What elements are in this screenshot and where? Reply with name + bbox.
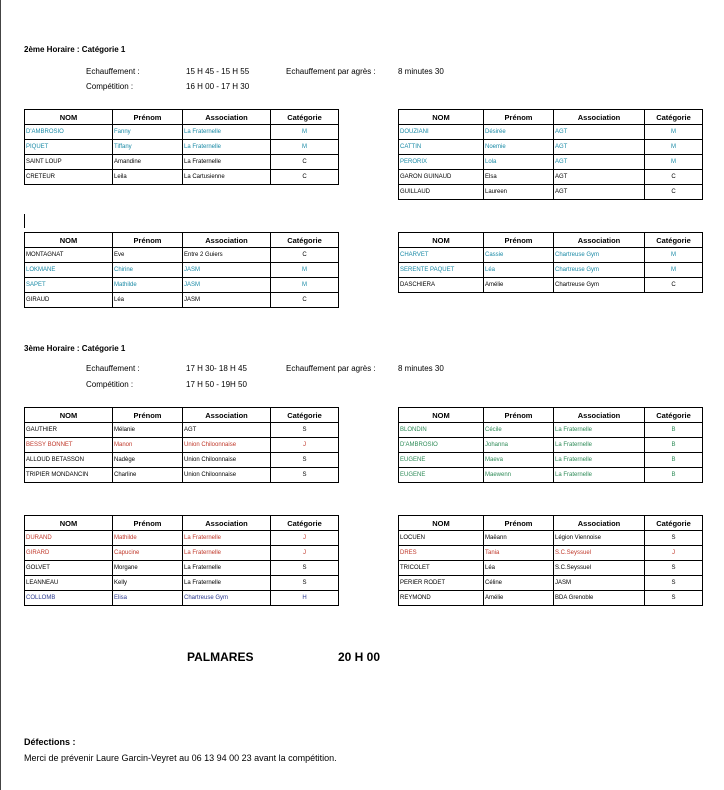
cell-prenom: Nadège (113, 453, 183, 468)
cell-nom: TRICOLET (399, 561, 484, 576)
cell-association: Chartreuse Gym (183, 591, 271, 606)
table-row (399, 140, 703, 155)
table-row (399, 438, 703, 453)
cell-nom: GOLVET (25, 561, 113, 576)
cell-categorie: J (271, 546, 339, 561)
cell-association: AGT (554, 170, 645, 185)
cell-association: La Fraternelle (183, 546, 271, 561)
cell-prenom: Chirine (113, 263, 183, 278)
cell-nom: CRETEUR (25, 170, 113, 185)
cell-categorie: C (645, 278, 703, 293)
col-header-prenom: Prénom (484, 233, 554, 248)
cell-nom: PIQUET (25, 140, 113, 155)
table-row (25, 155, 339, 170)
cell-categorie: C (271, 155, 339, 170)
cell-association: S.C.Seyssuel (554, 561, 645, 576)
col-header-association: Association (554, 408, 645, 423)
cell-categorie: J (271, 438, 339, 453)
cell-prenom: Johanna (484, 438, 554, 453)
col-header-prenom: Prénom (113, 110, 183, 125)
col-header-nom: NOM (399, 408, 484, 423)
cell-categorie: M (271, 278, 339, 293)
cell-association: Chartreuse Gym (554, 263, 645, 278)
col-header-prenom: Prénom (484, 110, 554, 125)
col-header-association: Association (183, 408, 271, 423)
table-row (399, 170, 703, 185)
cell-categorie: S (271, 561, 339, 576)
cell-prenom: Tiffany (113, 140, 183, 155)
cell-association: AGT (554, 155, 645, 170)
col-header-nom: NOM (25, 233, 113, 248)
palmares-label: PALMARES (187, 650, 254, 664)
col-header-categorie: Catégorie (271, 110, 339, 125)
cell-nom: ALLOUD BETASSON (25, 453, 113, 468)
cell-categorie: M (645, 140, 703, 155)
cell-nom: PERORIX (399, 155, 484, 170)
cell-categorie: M (271, 263, 339, 278)
table-row (399, 185, 703, 200)
col-header-categorie: Catégorie (645, 233, 703, 248)
cell-association: Chartreuse Gym (554, 248, 645, 263)
col-header-prenom: Prénom (113, 516, 183, 531)
session-2-warmup-time: 17 H 30- 18 H 45 (186, 364, 247, 373)
cell-prenom: Fanny (113, 125, 183, 140)
defections-text: Merci de prévenir Laure Garcin-Veyret au 06 13 94 00 23 avant la compétition. (24, 753, 337, 763)
session-2-warmup-label: Echauffement : (86, 364, 140, 373)
col-header-association: Association (183, 233, 271, 248)
cell-association: BDA Grenoble (554, 591, 645, 606)
cell-prenom: Manon (113, 438, 183, 453)
cell-prenom: Maëann (484, 531, 554, 546)
cell-categorie: C (271, 248, 339, 263)
cell-categorie: M (645, 263, 703, 278)
cell-association: La Fraternelle (554, 423, 645, 438)
cell-categorie: M (645, 248, 703, 263)
cell-association: La Fraternelle (183, 531, 271, 546)
table-row (25, 453, 339, 468)
session-1-warmup-apparatus-value: 8 minutes 30 (398, 67, 444, 76)
cell-categorie: B (645, 438, 703, 453)
palmares-time: 20 H 00 (338, 650, 381, 664)
cell-prenom: Léa (484, 561, 554, 576)
cell-categorie: S (645, 531, 703, 546)
cell-nom: CATTIN (399, 140, 484, 155)
cell-categorie: C (645, 170, 703, 185)
table-row (25, 438, 339, 453)
cell-association: JASM (183, 263, 271, 278)
col-header-nom: NOM (399, 110, 484, 125)
table-row (25, 293, 339, 308)
table-row (25, 423, 339, 438)
table-row (25, 263, 339, 278)
cell-nom: BESSY BONNET (25, 438, 113, 453)
table-header-row (25, 408, 339, 423)
cell-prenom: Elsa (484, 170, 554, 185)
cell-categorie: C (271, 293, 339, 308)
session-1-warmup-time: 15 H 45 - 15 H 55 (186, 67, 250, 76)
page-edge-line (0, 0, 1, 790)
cell-nom: DRES (399, 546, 484, 561)
col-header-categorie: Catégorie (271, 516, 339, 531)
col-header-nom: NOM (25, 408, 113, 423)
cell-nom: BLONDIN (399, 423, 484, 438)
session-2-title: 3ème Horaire : Catégorie 1 (24, 344, 126, 353)
cell-nom: REYMOND (399, 591, 484, 606)
col-header-categorie: Catégorie (645, 516, 703, 531)
cell-categorie: J (645, 546, 703, 561)
cell-nom: GARON GUINAUD (399, 170, 484, 185)
col-header-association: Association (554, 516, 645, 531)
cell-prenom: Céline (484, 576, 554, 591)
col-header-categorie: Catégorie (271, 408, 339, 423)
col-header-categorie: Catégorie (645, 110, 703, 125)
cell-prenom: Lola (484, 155, 554, 170)
cell-nom: EUGENE (399, 468, 484, 483)
cell-association: La Fraternelle (554, 438, 645, 453)
cell-nom: DURAND (25, 531, 113, 546)
cell-categorie: B (645, 468, 703, 483)
cell-categorie: S (645, 561, 703, 576)
cell-association: AGT (554, 140, 645, 155)
cell-association: Entre 2 Guiers (183, 248, 271, 263)
col-header-nom: NOM (399, 516, 484, 531)
col-header-categorie: Catégorie (271, 233, 339, 248)
table-header-row (399, 516, 703, 531)
col-header-prenom: Prénom (113, 408, 183, 423)
cell-prenom: Charline (113, 468, 183, 483)
cell-prenom: Léa (113, 293, 183, 308)
col-header-prenom: Prénom (113, 233, 183, 248)
group-table-6 (398, 407, 703, 483)
col-header-association: Association (183, 516, 271, 531)
table-row (25, 278, 339, 293)
cell-prenom: Mathilde (113, 278, 183, 293)
col-header-association: Association (183, 110, 271, 125)
cell-prenom: Kelly (113, 576, 183, 591)
cell-nom: TRIPIER MONDANCIN (25, 468, 113, 483)
cell-prenom: Capucine (113, 546, 183, 561)
table-header-row (399, 233, 703, 248)
cell-nom: LOKMANE (25, 263, 113, 278)
cell-association: La Fraternelle (183, 561, 271, 576)
cell-association: La Fraternelle (554, 468, 645, 483)
cell-association: La Fraternelle (183, 125, 271, 140)
table-row (25, 248, 339, 263)
table-row (399, 155, 703, 170)
cell-association: Légion Viennoise (554, 531, 645, 546)
cell-categorie: B (645, 423, 703, 438)
cell-prenom: Morgane (113, 561, 183, 576)
table-row (25, 125, 339, 140)
table-row (399, 248, 703, 263)
cell-prenom: Mathilde (113, 531, 183, 546)
cell-prenom: Amélie (484, 278, 554, 293)
cell-nom: MONTAGNAT (25, 248, 113, 263)
table-header-row (399, 408, 703, 423)
cell-association: AGT (554, 125, 645, 140)
table-row (399, 561, 703, 576)
table-header-row (25, 516, 339, 531)
session-2-competition-time: 17 H 50 - 19H 50 (186, 380, 247, 389)
cell-association: JASM (183, 278, 271, 293)
group-table-1 (24, 109, 339, 185)
cell-association: La Fraternelle (183, 155, 271, 170)
table-row (399, 423, 703, 438)
defections-title: Défections : (24, 737, 76, 747)
group-table-5 (24, 407, 339, 483)
table-row (25, 170, 339, 185)
table-row (399, 453, 703, 468)
col-header-association: Association (554, 110, 645, 125)
cell-prenom: Laureen (484, 185, 554, 200)
table-row (399, 546, 703, 561)
cell-association: Chartreuse Gym (554, 278, 645, 293)
group-table-2 (398, 109, 703, 200)
cell-association: La Fraternelle (554, 453, 645, 468)
cell-association: S.C.Seyssuel (554, 546, 645, 561)
table-header-row (25, 110, 339, 125)
cell-prenom: Maeva (484, 453, 554, 468)
cell-nom: COLLOMB (25, 591, 113, 606)
table-header-row (25, 233, 339, 248)
cell-prenom: Désirée (484, 125, 554, 140)
cell-categorie: S (271, 453, 339, 468)
cell-association: AGT (554, 185, 645, 200)
cell-prenom: Amélie (484, 591, 554, 606)
table-row (25, 468, 339, 483)
table-row (25, 140, 339, 155)
cell-association: AGT (183, 423, 271, 438)
cell-categorie: S (271, 468, 339, 483)
session-1-warmup-label: Echauffement : (86, 67, 140, 76)
cell-association: La Fraternelle (183, 576, 271, 591)
cell-prenom: Cécile (484, 423, 554, 438)
cell-nom: GIRAUD (25, 293, 113, 308)
table-row (399, 591, 703, 606)
cell-prenom: Maewenn (484, 468, 554, 483)
cell-nom: GUILLAUD (399, 185, 484, 200)
session-1-competition-label: Compétition : (86, 82, 134, 91)
cell-prenom: Cassie (484, 248, 554, 263)
cell-nom: DASCHIERA (399, 278, 484, 293)
table-row (25, 531, 339, 546)
cell-nom: D'AMBROSIO (399, 438, 484, 453)
table-row (399, 576, 703, 591)
table-row (25, 546, 339, 561)
cell-prenom: Tania (484, 546, 554, 561)
cell-prenom: Mélanie (113, 423, 183, 438)
table-row (399, 468, 703, 483)
table-row (25, 576, 339, 591)
cell-nom: CHARVET (399, 248, 484, 263)
cell-nom: GAUTHIER (25, 423, 113, 438)
cell-association: Union Chiloonnaise (183, 438, 271, 453)
group-table-3 (24, 232, 339, 308)
cell-categorie: H (271, 591, 339, 606)
session-1-title: 2ème Horaire : Catégorie 1 (24, 45, 126, 54)
cell-categorie: M (645, 125, 703, 140)
cell-nom: EUGENE (399, 453, 484, 468)
session-1-competition-time: 16 H 00 - 17 H 30 (186, 82, 250, 91)
col-header-nom: NOM (25, 516, 113, 531)
cell-prenom: Noemie (484, 140, 554, 155)
cell-prenom: Léa (484, 263, 554, 278)
cell-categorie: B (645, 453, 703, 468)
cell-categorie: C (645, 185, 703, 200)
cell-categorie: M (271, 125, 339, 140)
cell-nom: LEANNEAU (25, 576, 113, 591)
cell-nom: GIRARD (25, 546, 113, 561)
cell-association: Union Chiloonnaise (183, 453, 271, 468)
session-2-warmup-apparatus-value: 8 minutes 30 (398, 364, 444, 373)
cell-association: Union Chiloonnaise (183, 468, 271, 483)
session-2-competition-label: Compétition : (86, 380, 134, 389)
cell-nom: D'AMBROSIO (25, 125, 113, 140)
table-row (399, 263, 703, 278)
col-header-association: Association (554, 233, 645, 248)
cell-categorie: M (271, 140, 339, 155)
cell-categorie: S (271, 423, 339, 438)
session-1-warmup-apparatus-label: Echauffement par agrès : (286, 67, 376, 76)
table-row (399, 531, 703, 546)
cell-association: La Fraternelle (183, 140, 271, 155)
cell-prenom: Amandine (113, 155, 183, 170)
cell-nom: SAPET (25, 278, 113, 293)
cell-categorie: S (645, 576, 703, 591)
cell-prenom: Eve (113, 248, 183, 263)
cell-nom: PERIER RODET (399, 576, 484, 591)
cell-categorie: M (645, 155, 703, 170)
col-header-categorie: Catégorie (645, 408, 703, 423)
col-header-nom: NOM (25, 110, 113, 125)
cell-association: JASM (554, 576, 645, 591)
col-header-nom: NOM (399, 233, 484, 248)
table-row (25, 561, 339, 576)
vertical-mark (24, 214, 25, 228)
cell-categorie: S (645, 591, 703, 606)
group-table-8 (398, 515, 703, 606)
cell-nom: LOCUEN (399, 531, 484, 546)
cell-nom: SAINT LOUP (25, 155, 113, 170)
cell-prenom: Leila (113, 170, 183, 185)
group-table-4 (398, 232, 703, 293)
cell-prenom: Elisa (113, 591, 183, 606)
cell-nom: SERENTE PAQUET (399, 263, 484, 278)
col-header-prenom: Prénom (484, 516, 554, 531)
table-header-row (399, 110, 703, 125)
cell-nom: DOUZIANI (399, 125, 484, 140)
cell-categorie: C (271, 170, 339, 185)
table-row (25, 591, 339, 606)
cell-categorie: S (271, 576, 339, 591)
cell-categorie: J (271, 531, 339, 546)
col-header-prenom: Prénom (484, 408, 554, 423)
group-table-7 (24, 515, 339, 606)
cell-association: JASM (183, 293, 271, 308)
table-row (399, 125, 703, 140)
table-row (399, 278, 703, 293)
cell-association: La Cartusienne (183, 170, 271, 185)
session-2-warmup-apparatus-label: Echauffement par agrès : (286, 364, 376, 373)
